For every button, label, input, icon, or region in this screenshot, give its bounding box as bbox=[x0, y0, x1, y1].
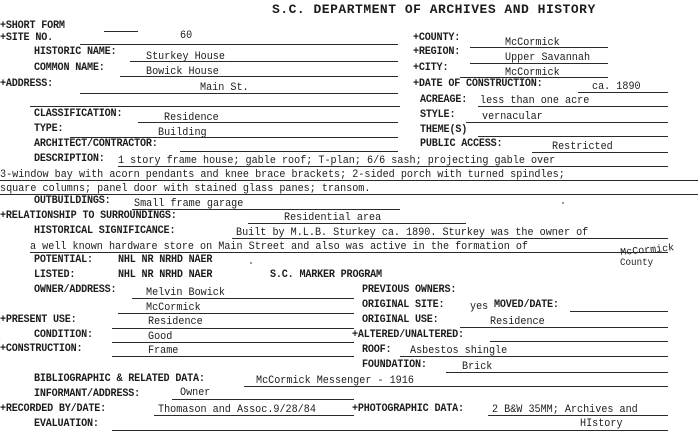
acreage-value: less than one acre bbox=[480, 95, 590, 107]
condition-value: Good bbox=[148, 331, 173, 343]
form-title: S.C. DEPARTMENT OF ARCHIVES AND HISTORY bbox=[272, 2, 596, 17]
public-access-value: Restricted bbox=[552, 141, 613, 153]
altered-line bbox=[490, 341, 668, 342]
bibliographic-line bbox=[244, 386, 668, 387]
architect-line bbox=[180, 151, 398, 152]
original-site-label: ORIGINAL SITE: bbox=[362, 299, 445, 311]
original-use-label: ORIGINAL USE: bbox=[362, 314, 439, 326]
present-use-label: +PRESENT USE: bbox=[0, 314, 77, 326]
original-use-line bbox=[460, 327, 668, 328]
outbuildings-label: OUTBUILDINGS: bbox=[34, 195, 111, 207]
short-form-label: +SHORT FORM bbox=[0, 20, 65, 32]
region-label: +REGION: bbox=[413, 46, 461, 58]
address-line-2 bbox=[30, 106, 400, 107]
listed-options: NHL NR NRHD NAER bbox=[118, 269, 213, 281]
significance-label: HISTORICAL SIGNIFICANCE: bbox=[34, 225, 176, 237]
construction-line bbox=[112, 356, 354, 357]
construction-value: Frame bbox=[148, 345, 179, 357]
themes-line bbox=[478, 136, 668, 137]
present-use-value: Residence bbox=[148, 316, 203, 328]
owner-address-line-2 bbox=[118, 313, 354, 314]
acreage-label: ACREAGE: bbox=[420, 94, 468, 106]
marker-program-label: S.C. MARKER PROGRAM bbox=[270, 269, 382, 281]
moved-date-line bbox=[570, 311, 668, 312]
roof-label: ROOF: bbox=[362, 344, 392, 356]
date-construction-value: ca. 1890 bbox=[592, 81, 641, 93]
county-value: McCormick bbox=[505, 37, 560, 49]
roof-line bbox=[400, 356, 668, 357]
common-name-line bbox=[120, 76, 398, 77]
site-no-line bbox=[80, 44, 398, 45]
description-rule-2 bbox=[0, 180, 698, 181]
historic-name-line bbox=[130, 61, 398, 62]
altered-label: +ALTERED/UNALTERED: bbox=[352, 329, 464, 341]
present-use-line bbox=[112, 328, 354, 329]
relationship-line bbox=[248, 223, 466, 224]
scan-speck bbox=[562, 202, 564, 204]
themes-label: THEME(S) bbox=[420, 124, 468, 136]
bibliographic-label: BIBLIOGRAPHIC & RELATED DATA: bbox=[34, 373, 205, 385]
outbuildings-value: Small frame garage bbox=[134, 198, 244, 210]
listed-label: LISTED: bbox=[34, 269, 76, 281]
classification-value: Residence bbox=[164, 112, 219, 124]
photographic-data-line-2: HIstory bbox=[580, 418, 623, 430]
county-line bbox=[470, 47, 608, 48]
significance-margin-2: County bbox=[620, 258, 654, 269]
address-line bbox=[80, 93, 398, 94]
relationship-label: +RELATIONSHIP TO SURROUNDINGS: bbox=[0, 210, 177, 222]
photographic-data-line-1: 2 B&W 35MM; Archives and bbox=[492, 404, 638, 416]
original-use-value: Residence bbox=[490, 316, 545, 328]
style-value: vernacular bbox=[482, 111, 543, 123]
significance-rule-1 bbox=[232, 238, 668, 239]
address-label: +ADDRESS: bbox=[0, 78, 54, 90]
description-line-1: 1 story frame house; gable roof; T-plan; 6/6 sash; projecting gable over bbox=[118, 155, 556, 167]
significance-line-2: a well known hardware store on Main Street and also was active in the formation of bbox=[30, 241, 528, 253]
public-access-line bbox=[532, 152, 668, 153]
foundation-label: FOUNDATION: bbox=[362, 359, 427, 371]
owner-address-line bbox=[132, 298, 354, 299]
region-value: Upper Savannah bbox=[505, 52, 591, 64]
public-access-label: PUBLIC ACCESS: bbox=[420, 138, 503, 150]
evaluation-label: EVALUATION: bbox=[34, 418, 99, 430]
type-label: TYPE: bbox=[34, 123, 64, 135]
photographic-data-rule-1 bbox=[488, 415, 668, 416]
photographic-data-label: +PHOTOGRAPHIC DATA: bbox=[352, 403, 464, 415]
condition-label: CONDITION: bbox=[34, 329, 93, 341]
recorded-by-value: Thomason and Assoc.9/28/84 bbox=[158, 404, 316, 416]
city-label: +CITY: bbox=[413, 62, 449, 74]
significance-line-1: Built by M.L.B. Sturkey ca. 1890. Sturkey was the owner of bbox=[236, 227, 589, 239]
style-line bbox=[466, 122, 668, 123]
evaluation-line bbox=[112, 430, 668, 431]
region-line bbox=[470, 63, 608, 64]
recorded-by-line bbox=[154, 415, 354, 416]
address-value: Main St. bbox=[200, 82, 249, 94]
city-value: McCormick bbox=[505, 67, 560, 79]
potential-options: NHL NR NRHD NAER bbox=[118, 254, 213, 266]
owner-name-value: Melvin Bowick bbox=[146, 287, 225, 299]
informant-value: Owner bbox=[180, 387, 211, 399]
previous-owners-label: PREVIOUS OWNERS: bbox=[362, 284, 457, 296]
historic-name-value: Sturkey House bbox=[146, 51, 225, 63]
short-form-line bbox=[104, 31, 138, 32]
bibliographic-value: McCormick Messenger - 1916 bbox=[256, 375, 414, 387]
county-label: +COUNTY: bbox=[413, 32, 461, 44]
recorded-by-label: +RECORDED BY/DATE: bbox=[0, 403, 107, 415]
historic-name-label: HISTORIC NAME: bbox=[34, 46, 117, 58]
significance-margin-1: McCormick bbox=[619, 243, 675, 259]
classification-line bbox=[138, 122, 398, 123]
informant-line bbox=[172, 399, 354, 400]
potential-label: POTENTIAL: bbox=[34, 254, 93, 266]
significance-rule-2 bbox=[30, 252, 668, 253]
foundation-line bbox=[446, 372, 668, 373]
construction-label: +CONSTRUCTION: bbox=[0, 343, 83, 355]
architect-label: ARCHITECT/CONTRACTOR: bbox=[34, 138, 158, 150]
owner-address-label: OWNER/ADDRESS: bbox=[34, 284, 117, 296]
style-label: STYLE: bbox=[420, 109, 456, 121]
relationship-value: Residential area bbox=[284, 212, 382, 224]
date-construction-line bbox=[578, 92, 668, 93]
foundation-value: Brick bbox=[462, 361, 493, 373]
type-value: Building bbox=[158, 127, 207, 139]
scan-speck bbox=[250, 262, 252, 264]
site-no-value: 60 bbox=[180, 30, 193, 42]
informant-label: INFORMANT/ADDRESS: bbox=[34, 388, 141, 400]
common-name-value: Bowick House bbox=[146, 66, 219, 78]
description-line-2: 3-window bay with acorn pendants and knee brace brackets; 2-sided porch with turned spindles; bbox=[0, 169, 565, 181]
classification-label: CLASSIFICATION: bbox=[34, 108, 123, 120]
common-name-label: COMMON NAME: bbox=[34, 62, 105, 74]
moved-date-label: MOVED/DATE: bbox=[494, 299, 559, 311]
original-site-value: yes bbox=[470, 301, 489, 313]
description-line-3: square columns; panel door with stained glass panes; transom. bbox=[0, 183, 371, 195]
site-no-label: +SITE NO. bbox=[0, 32, 54, 44]
date-construction-label: +DATE OF CONSTRUCTION: bbox=[413, 78, 543, 90]
condition-line bbox=[112, 342, 354, 343]
description-label: DESCRIPTION: bbox=[34, 153, 105, 165]
roof-value: Asbestos shingle bbox=[410, 345, 508, 357]
owner-city-value: McCormick bbox=[146, 302, 201, 314]
acreage-line bbox=[478, 106, 668, 107]
description-rule-1 bbox=[118, 166, 668, 167]
